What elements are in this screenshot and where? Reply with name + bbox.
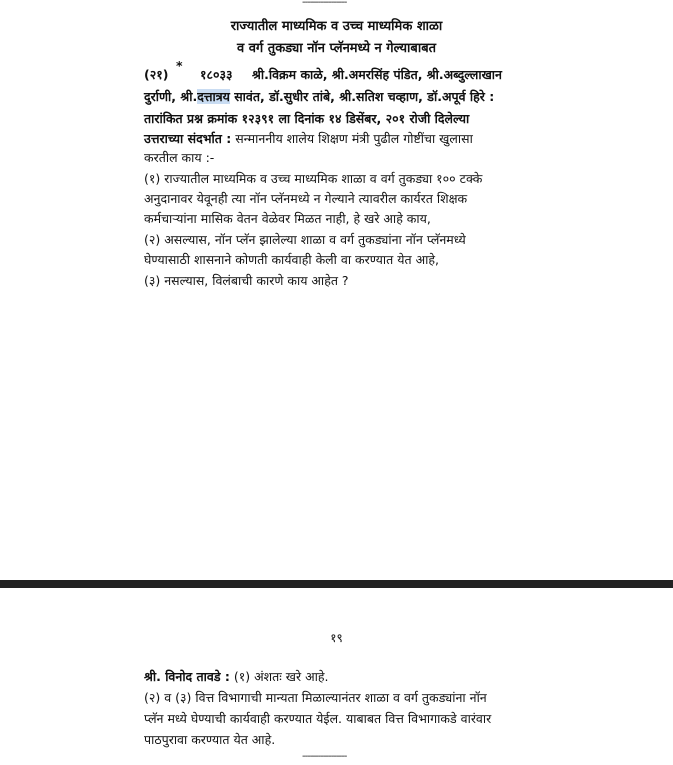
reference-line1: तारांकित प्रश्न क्रमांक १२३९१ ला दिनांक १४ डिसेंबर, २०१ रोजी दिलेल्या	[144, 111, 470, 126]
question-2-line2: घेण्यासाठी शासनाने कोणती कार्यवाही केली वा करण्यात येत आहे,	[144, 252, 439, 267]
document-title-line2: व वर्ग तुकड्या नॉन प्लॅनमध्ये न गेल्याबाबत	[236, 41, 437, 56]
starred-marker: *	[176, 58, 183, 73]
question-1-line1: (१) राज्यातील माध्यमिक व उच्च माध्यमिक शाळा व वर्ग तुकड्या १०० टक्के	[144, 171, 483, 186]
members-line1: श्री.विक्रम काळे, श्री.अमरसिंह पंडित, श्री.अब्दुल्लाखान	[252, 67, 502, 82]
question-1-line2: अनुदानावर येवूनही त्या नॉन प्लॅनमध्ये न गेल्याने त्यावरील कार्यरत शिक्षक	[144, 191, 468, 206]
answer-line1: श्री. विनोद तावडे : (१) अंशतः खरे आहे.	[144, 669, 329, 684]
document-title-line1: राज्यातील माध्यमिक व उच्च माध्यमिक शाळा	[230, 19, 443, 34]
page-separator	[0, 580, 673, 588]
highlighted-name: दत्तात्रय	[197, 89, 230, 104]
minister-name: श्री. विनोद तावडे :	[144, 669, 230, 684]
question-number: (२१)	[144, 67, 169, 82]
reference-line2: उत्तराच्या संदर्भात : सन्माननीय शालेय शिक्षण मंत्री पुढील गोष्टींचा खुलासा	[144, 131, 473, 146]
answer-line3: प्लॅन मध्ये घेण्याची कार्यवाही करण्यात येईल. याबाबत वित्त विभागाकडे वारंवार	[144, 711, 492, 726]
answer-line2: (२) व (३) वित्त विभागाची मान्यता मिळाल्यानंतर शाळा व वर्ग तुकड्यांना नॉन	[144, 690, 487, 705]
bottom-dashes: -----------------	[302, 751, 347, 762]
question-header-line	[144, 58, 502, 83]
question-3-line1: (३) नसल्यास, विलंबाची कारणे काय आहेत ?	[144, 273, 349, 288]
question-id: १८०३३	[200, 67, 233, 82]
answer-line4: पाठपुरावा करण्यात येत आहे.	[144, 732, 276, 747]
question-2-line1: (२) असल्यास, नॉन प्लॅन झालेल्या शाळा व वर्ग तुकड्यांना नॉन प्लॅनमध्ये	[144, 232, 466, 247]
members-line2: दुर्राणी, श्री.दत्तात्रय सावंत, डॉ.सुधीर तांबे, श्री.सतिश चव्हाण, डॉ.अपूर्व हिरे :	[144, 89, 495, 104]
page-number: १९	[330, 631, 343, 645]
reference-line3: करतील काय :-	[144, 150, 215, 165]
question-1-line3: कर्मचाऱ्यांना मासिक वेतन वेळेवर मिळत नाही, हे खरे आहे काय,	[144, 211, 431, 226]
top-dashes: -----------------	[302, 0, 347, 8]
